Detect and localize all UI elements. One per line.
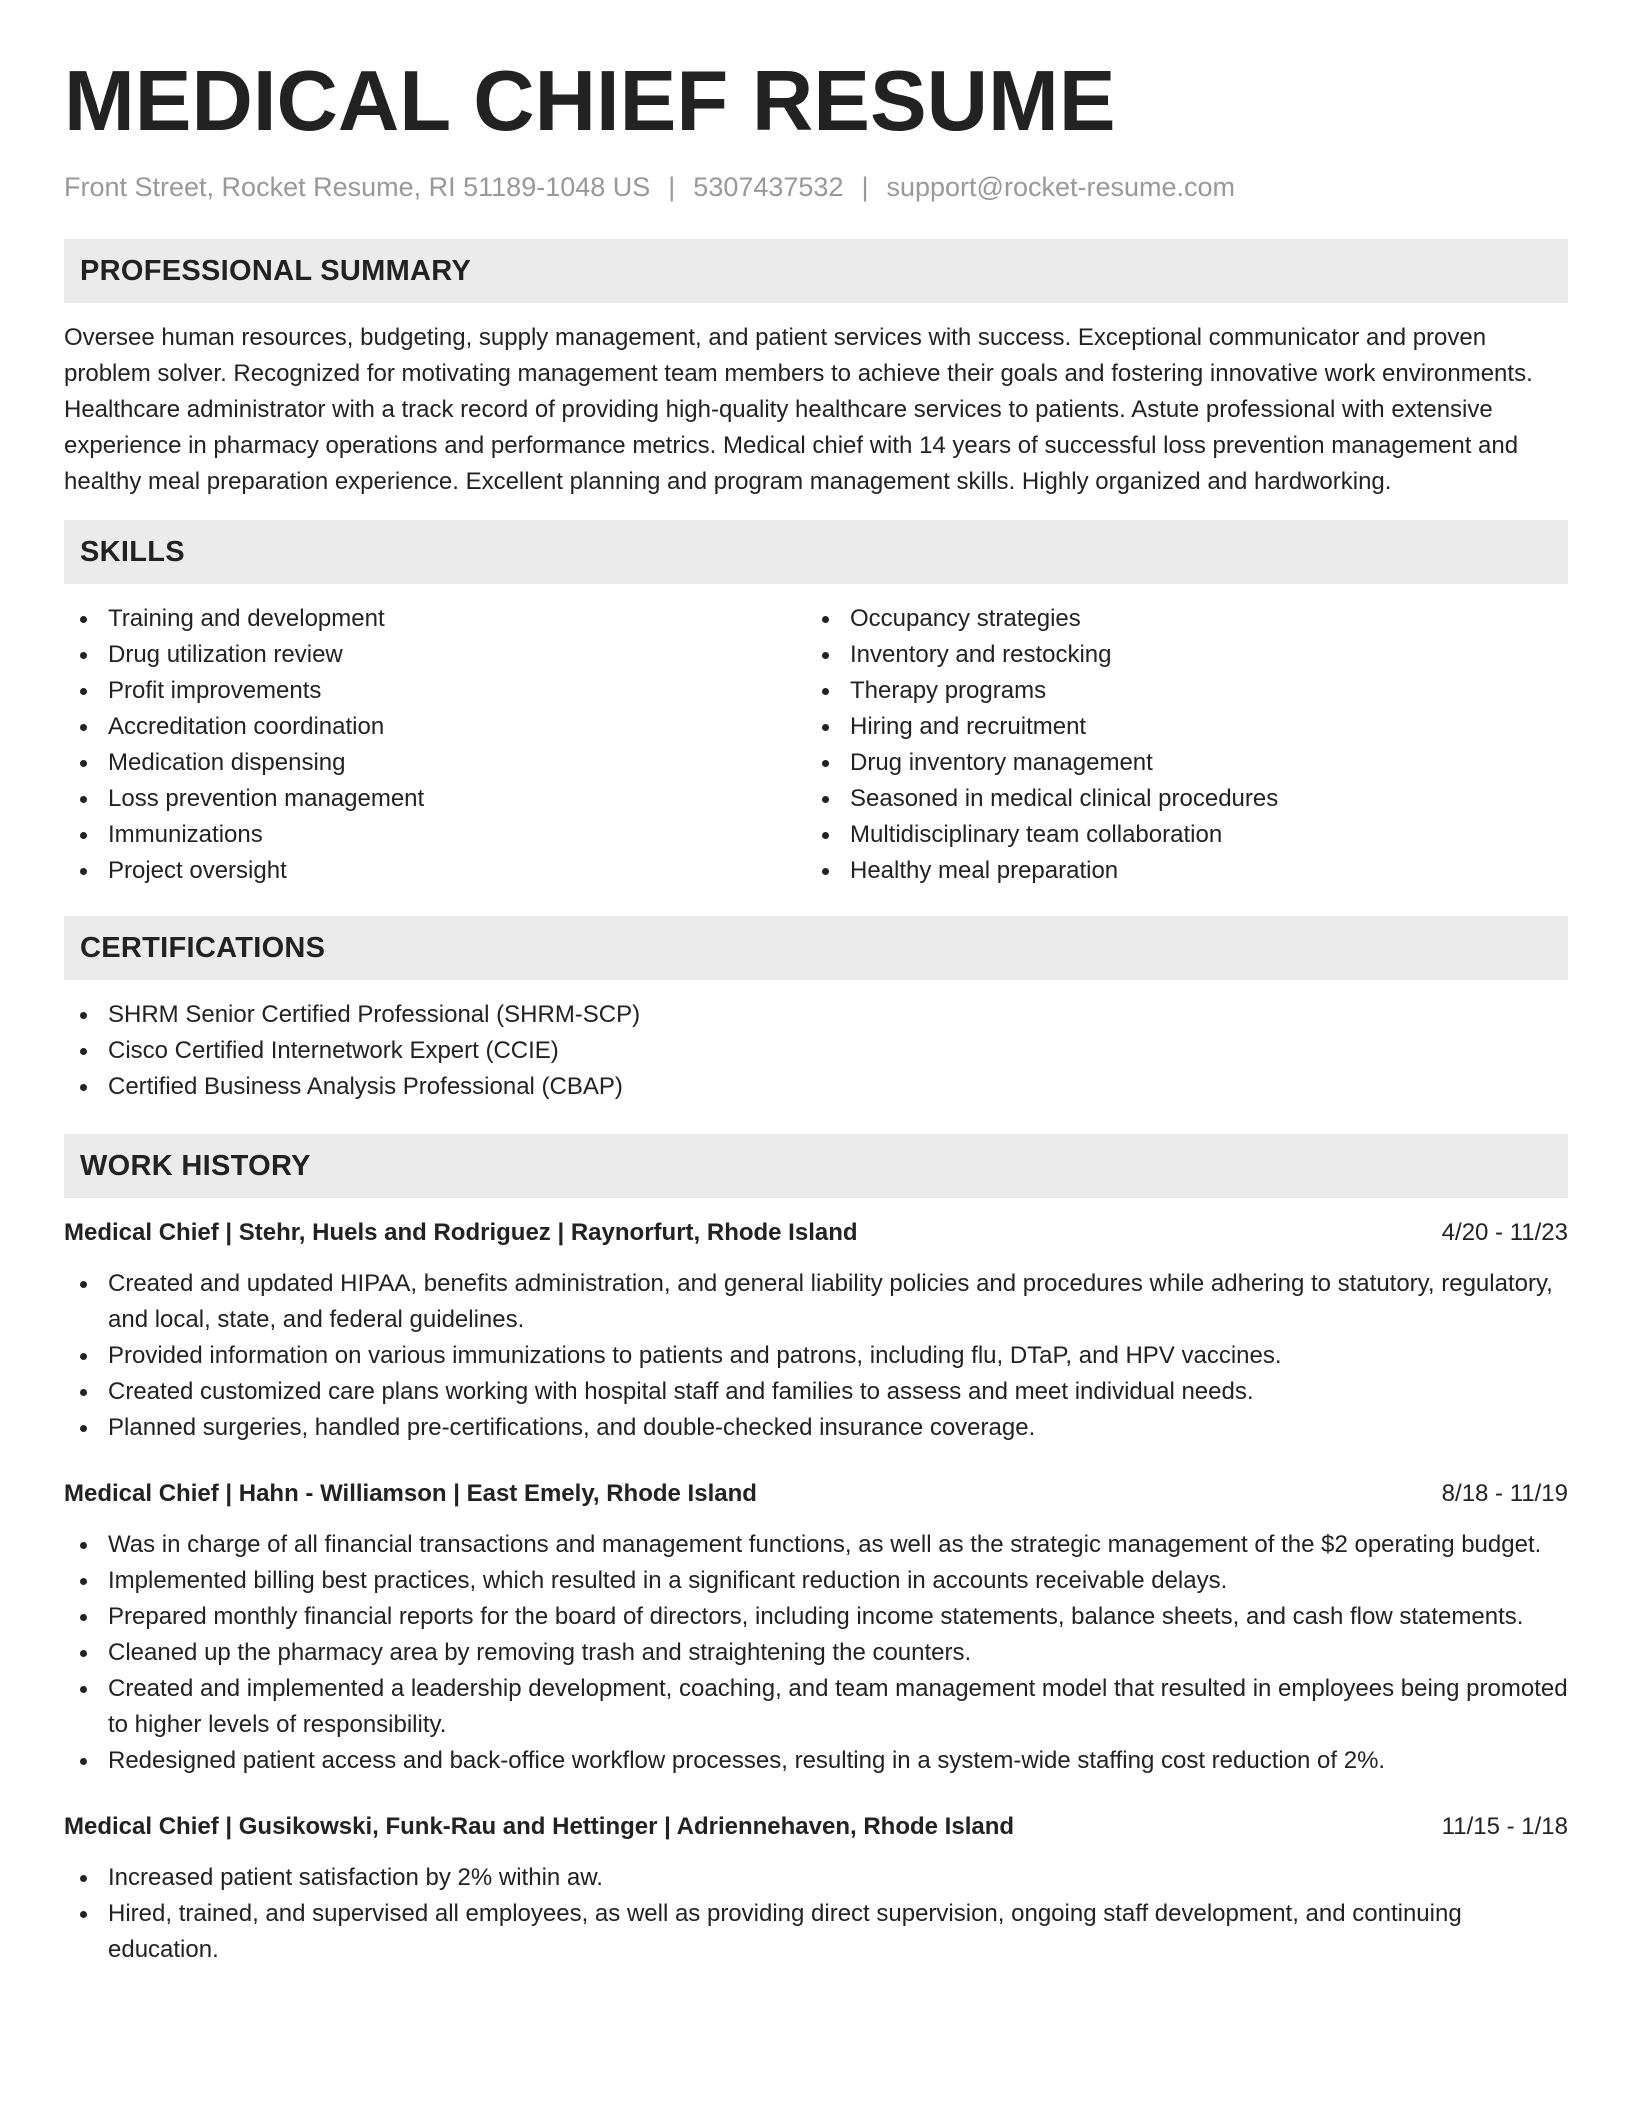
email-text: support@rocket-resume.com <box>886 172 1236 202</box>
skill-item: Profit improvements <box>64 673 806 709</box>
certification-item: SHRM Senior Certified Professional (SHRM-SCP) <box>64 997 1568 1033</box>
contact-line <box>64 170 1568 204</box>
contact-separator: | <box>668 172 676 202</box>
job-bullet: Redesigned patient access and back-office workflow processes, resulting in a system-wide staffing cost reduction of 2%. <box>64 1743 1568 1779</box>
certifications-list <box>64 997 1568 1105</box>
job-bullet: Created and updated HIPAA, benefits administration, and general liability policies and procedures while adhering to statutory, regulatory, and local, state, and federal guidelines. <box>64 1266 1568 1338</box>
job-bullet: Cleaned up the pharmacy area by removing trash and straightening the counters. <box>64 1635 1568 1671</box>
job-bullet: Planned surgeries, handled pre-certifications, and double-checked insurance coverage. <box>64 1410 1568 1446</box>
skill-item: Seasoned in medical clinical procedures <box>806 781 1548 817</box>
job-entry <box>64 1476 1568 1779</box>
skills-section-title: SKILLS <box>80 535 185 568</box>
skill-item: Healthy meal preparation <box>806 853 1548 889</box>
certifications-section-header <box>64 916 1568 980</box>
job-header <box>64 1809 1568 1845</box>
job-bullets <box>64 1266 1568 1446</box>
job-bullet: Created and implemented a leadership development, coaching, and team management model that resulted in employees being promoted to higher levels of responsibility. <box>64 1671 1568 1743</box>
skill-item: Therapy programs <box>806 673 1548 709</box>
skill-item: Occupancy strategies <box>806 601 1548 637</box>
skill-item: Hiring and recruitment <box>806 709 1548 745</box>
job-bullet: Prepared monthly financial reports for the board of directors, including income statements, balance sheets, and cash flow statements. <box>64 1599 1568 1635</box>
skills-list-right <box>806 601 1548 889</box>
job-dates: 8/18 - 11/19 <box>1441 1480 1568 1507</box>
summary-section-title: PROFESSIONAL SUMMARY <box>80 254 472 287</box>
job-header <box>64 1215 1568 1251</box>
job-entry <box>64 1809 1568 1968</box>
contact-separator: | <box>861 172 869 202</box>
job-bullets <box>64 1527 1568 1779</box>
skills-section-header <box>64 520 1568 584</box>
phone-text: 5307437532 <box>693 172 844 202</box>
summary-section-header <box>64 239 1568 303</box>
skill-item: Drug inventory management <box>806 745 1548 781</box>
skills-list-left <box>64 601 806 889</box>
work-history-section-header <box>64 1134 1568 1198</box>
skills-columns <box>64 601 1568 889</box>
work-history-section-title: WORK HISTORY <box>80 1149 311 1182</box>
job-heading: Medical Chief | Stehr, Huels and Rodriguez | Raynorfurt, Rhode Island <box>64 1219 858 1246</box>
job-bullet: Implemented billing best practices, which resulted in a significant reduction in accounts receivable delays. <box>64 1563 1568 1599</box>
summary-text: Oversee human resources, budgeting, supply management, and patient services with success. Exceptional communicator and proven problem solver. Recognized for motivating management team members to achieve their goals and fostering innovative work environments. Healthcare administrator with a track record of providing high-quality healthcare services to patients. Astute professional with extensive experience in pharmacy operations and performance metrics. Medical chief with 14 years of successful loss prevention management and healthy meal preparation experience. Excellent planning and program management skills. Highly organized and hardworking. <box>64 324 1533 495</box>
skill-item: Loss prevention management <box>64 781 806 817</box>
skill-item: Drug utilization review <box>64 637 806 673</box>
certification-item: Certified Business Analysis Professional (CBAP) <box>64 1069 1568 1105</box>
job-bullet: Hired, trained, and supervised all employees, as well as providing direct supervision, ongoing staff development, and continuing education. <box>64 1896 1568 1968</box>
job-bullet: Increased patient satisfaction by 2% within aw. <box>64 1860 1568 1896</box>
address-text: Front Street, Rocket Resume, RI 51189-1048 US <box>64 172 651 202</box>
skill-item: Project oversight <box>64 853 806 889</box>
job-bullet: Was in charge of all financial transactions and management functions, as well as the strategic management of the $2 operating budget. <box>64 1527 1568 1563</box>
skill-item: Medication dispensing <box>64 745 806 781</box>
job-bullets <box>64 1860 1568 1968</box>
job-header <box>64 1476 1568 1512</box>
job-heading: Medical Chief | Hahn - Williamson | East Emely, Rhode Island <box>64 1480 757 1507</box>
job-bullet: Provided information on various immunizations to patients and patrons, including flu, DTaP, and HPV vaccines. <box>64 1338 1568 1374</box>
skill-item: Inventory and restocking <box>806 637 1548 673</box>
skill-item: Training and development <box>64 601 806 637</box>
job-dates: 11/15 - 1/18 <box>1441 1813 1568 1840</box>
certifications-section-title: CERTIFICATIONS <box>80 931 326 964</box>
certification-item: Cisco Certified Internetwork Expert (CCIE) <box>64 1033 1568 1069</box>
skill-item: Accreditation coordination <box>64 709 806 745</box>
skill-item: Multidisciplinary team collaboration <box>806 817 1548 853</box>
skill-item: Immunizations <box>64 817 806 853</box>
resume-page <box>64 52 1568 1968</box>
job-heading: Medical Chief | Gusikowski, Funk-Rau and Hettinger | Adriennehaven, Rhode Island <box>64 1813 1015 1840</box>
job-bullet: Created customized care plans working with hospital staff and families to assess and meet individual needs. <box>64 1374 1568 1410</box>
job-dates: 4/20 - 11/23 <box>1441 1219 1568 1246</box>
job-entry <box>64 1215 1568 1446</box>
page-title: MEDICAL CHIEF RESUME <box>64 54 1116 149</box>
